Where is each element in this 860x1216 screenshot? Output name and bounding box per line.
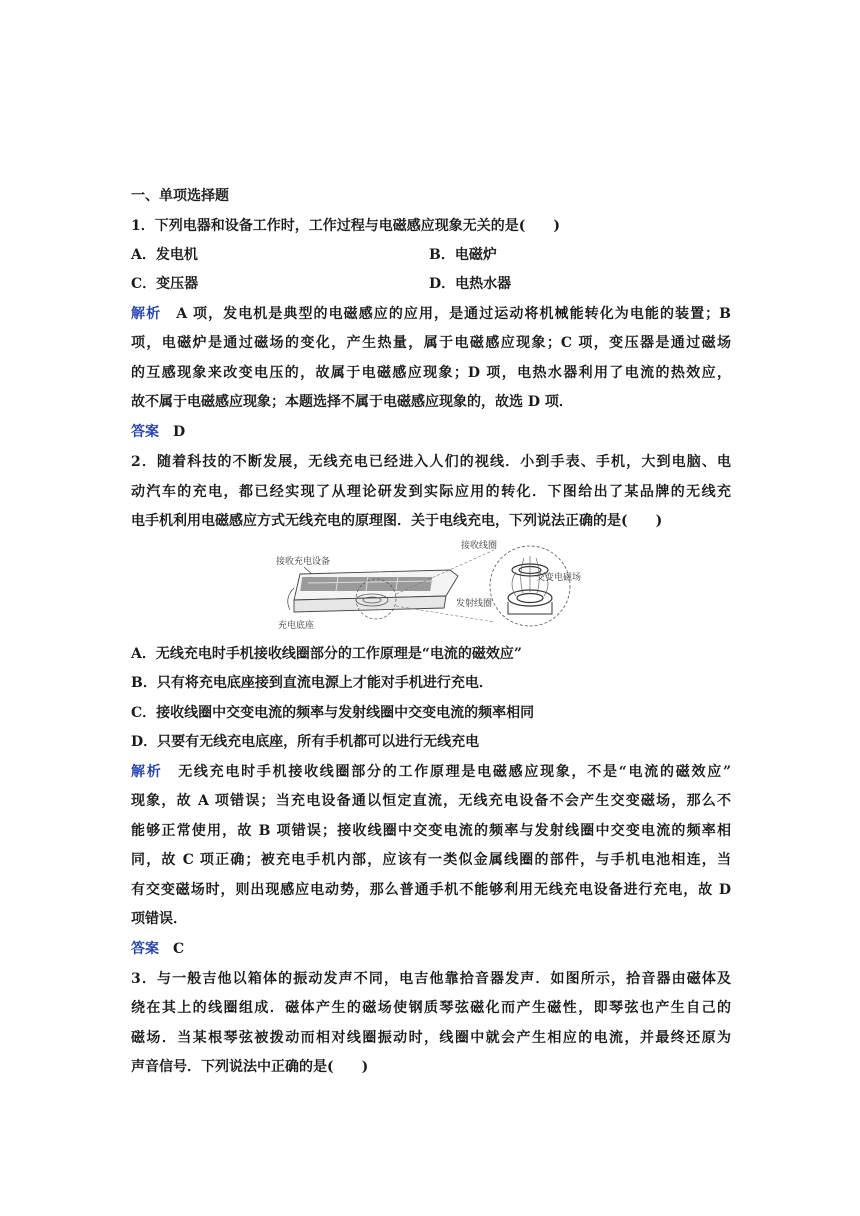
q2-answer-value: C (173, 941, 185, 957)
q3-stem-line-1: 3．与一般吉他以箱体的振动发声不同，电吉他靠拾音器发声．如图所示，拾音器由磁体及 (131, 971, 731, 987)
q2-answer (131, 939, 731, 959)
q2-analysis-line-4: 同，故 C 项正确；被充电手机内部，应该有一类似金属线圈的部件，与手机电池相连，当 (131, 852, 731, 868)
q2-stem-line-1: 2．随着科技的不断发展，无线充电已经进入人们的视线．小到手表、手机，大到电脑、电 (131, 454, 731, 470)
q2-option-b: B．只有将充电底座接到直流电源上才能对手机进行充电． (131, 675, 493, 691)
q2-analysis-line-2: 现象，故 A 项错误；当充电设备通以恒定直流，无线充电设备不会产生交变磁场，那么不 (131, 793, 731, 809)
q1-options-row-2 (131, 274, 731, 294)
q1-analysis-line-4: 故不属于电磁感应现象；本题选择不属于电磁感应现象的，故选 D 项． (131, 394, 573, 410)
q1-analysis-line-2: 项，电磁炉是通过磁场的变化，产生热量，属于电磁感应现象；C 项，变压器是通过磁场 (131, 335, 731, 351)
label-ac-field: 交变电磁场 (536, 573, 582, 583)
q1-answer-value: D (173, 424, 186, 440)
label-charging-base: 充电底座 (278, 621, 315, 631)
q1-analysis-label: 解析 (131, 306, 162, 322)
q2-analysis-line-5: 有交变磁场时，则出现感应电动势，那么普通手机不能够利用无线充电设备进行充电，故 D (131, 882, 731, 898)
q1-option-a: A．发电机 (131, 247, 198, 263)
q2-analysis-line-1: 解析 无线充电时手机接收线圈部分的工作原理是电磁感应现象，不是“电流的磁效应” (131, 764, 731, 780)
label-transmitter-coil: 发射线圈 (456, 599, 493, 609)
q1-analysis-line-1: 解析 A 项，发电机是典型的电磁感应的应用，是通过运动将机械能转化为电能的装置；B (131, 306, 732, 322)
q1-option-d: D．电热水器 (429, 276, 512, 292)
q2-option-d: D．只要有无线充电底座，所有手机都可以进行无线充电 (131, 734, 480, 750)
q1-analysis-line-3: 的互感现象来改变电压的，故属于电磁感应现象；D 项，电热水器利用了电流的热效应， (131, 365, 731, 381)
q1-answer (131, 422, 731, 442)
q2-option-c: C．接收线圈中交变电流的频率与发射线圈中交变电流的频率相同 (131, 705, 535, 721)
label-receiver-coil: 接收线圈 (461, 541, 498, 551)
q2-analysis-line-6: 项错误． (131, 911, 187, 927)
section-title: 一、单项选择题 (131, 188, 229, 204)
q3-stem-line-3: 磁场．当某根琴弦被拨动而相对线圈振动时，线圈中就会产生相应的电流，并最终还原为 (131, 1030, 731, 1046)
q2-stem-line-3: 电手机利用电磁感应方式无线充电的原理图．关于电线充电，下列说法正确的是( ) (131, 513, 663, 529)
q1-answer-label: 答案 (131, 424, 159, 440)
label-receiver-device: 接收充电设备 (276, 557, 331, 567)
q3-stem-line-2: 绕在其上的线圈组成．磁体产生的磁场使钢质琴弦磁化而产生磁性，即琴弦也产生自己的 (131, 1000, 731, 1016)
q1-options-row-1 (131, 245, 731, 265)
q2-analysis-line-3: 能够正常使用，故 B 项错误；接收线圈中交变电流的频率与发射线圈中交变电流的频率相 (131, 823, 731, 839)
q2-stem-line-2: 动汽车的充电，都已经实现了从理论研发到实际应用的转化．下图给出了某品牌的无线充 (131, 484, 731, 500)
q2-option-a: A．无线充电时手机接收线圈部分的工作原理是“电流的磁效应” (131, 646, 522, 662)
q2-analysis-label: 解析 (131, 764, 163, 780)
q2-answer-label: 答案 (131, 941, 159, 957)
q3-stem-line-4: 声音信号．下列说法中正确的是( ) (131, 1059, 369, 1075)
q1-option-b: B．电磁炉 (429, 247, 497, 263)
q1-stem: 1．下列电器和设备工作时，工作过程与电磁感应现象无关的是( ) (131, 218, 560, 234)
wireless-charging-diagram (268, 536, 588, 636)
q1-option-c: C．变压器 (131, 276, 199, 292)
